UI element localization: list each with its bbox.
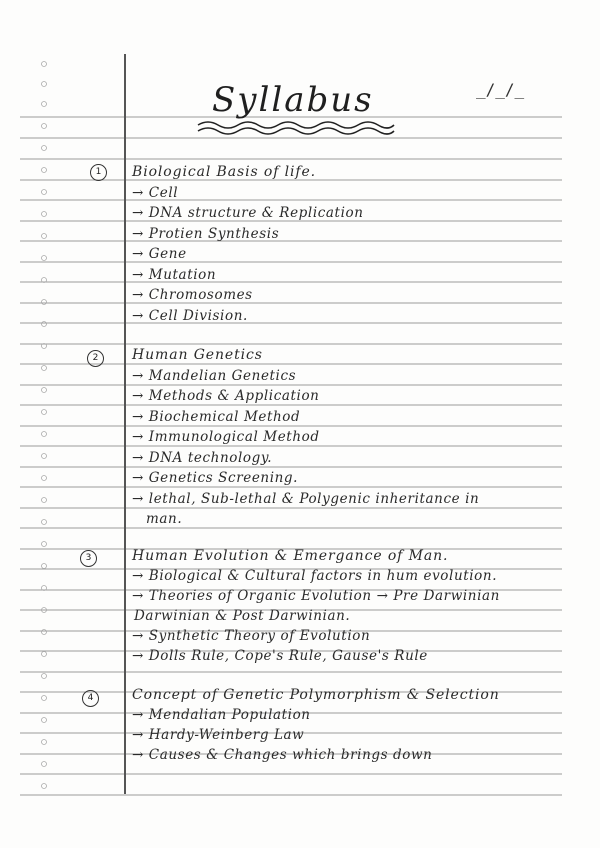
title-wavy-underline	[196, 117, 396, 137]
section-number: 4	[82, 690, 99, 707]
margin-line	[124, 54, 126, 794]
list-item: → Protien Synthesis	[132, 226, 280, 242]
list-item-continuation: Darwinian & Post Darwinian.	[134, 608, 351, 624]
list-item: → lethal, Sub-lethal & Polygenic inheritance in	[132, 491, 480, 507]
list-item: → Immunological Method	[132, 429, 320, 445]
list-item: → Chromosomes	[132, 287, 253, 303]
section-number: 2	[87, 350, 104, 367]
list-item: → Synthetic Theory of Evolution	[132, 628, 371, 644]
list-item: → Mendalian Population	[132, 707, 311, 723]
list-item: → Genetics Screening.	[132, 470, 299, 486]
section-heading: Concept of Genetic Polymorphism & Selection	[132, 687, 500, 703]
list-item-continuation: man.	[146, 511, 183, 527]
list-item: → Biological & Cultural factors in hum evolution.	[132, 568, 498, 584]
list-item: → Cell Division.	[132, 308, 248, 324]
list-item: → Hardy-Weinberg Law	[132, 727, 305, 743]
list-item: → Cell	[132, 185, 179, 201]
list-item: → DNA technology.	[132, 450, 273, 466]
list-item: → Gene	[132, 246, 187, 262]
section-number: 3	[80, 550, 97, 567]
list-item: → Mandelian Genetics	[132, 368, 297, 384]
section-number: 1	[90, 164, 107, 181]
section-heading: Human Evolution & Emergance of Man.	[132, 548, 449, 564]
list-item: → Dolls Rule, Cope's Rule, Gause's Rule	[132, 648, 428, 664]
list-item: → DNA structure & Replication	[132, 205, 364, 221]
list-item: → Theories of Organic Evolution → Pre Darwinian	[132, 588, 500, 604]
list-item: → Methods & Application	[132, 388, 320, 404]
page-title: Syllabus	[212, 80, 374, 120]
section-heading: Biological Basis of life.	[132, 164, 317, 180]
list-item: → Causes & Changes which brings down	[132, 747, 433, 763]
section-heading: Human Genetics	[132, 347, 263, 363]
date-field: _/_/_	[476, 80, 525, 99]
list-item: → Biochemical Method	[132, 409, 301, 425]
list-item: → Mutation	[132, 267, 217, 283]
